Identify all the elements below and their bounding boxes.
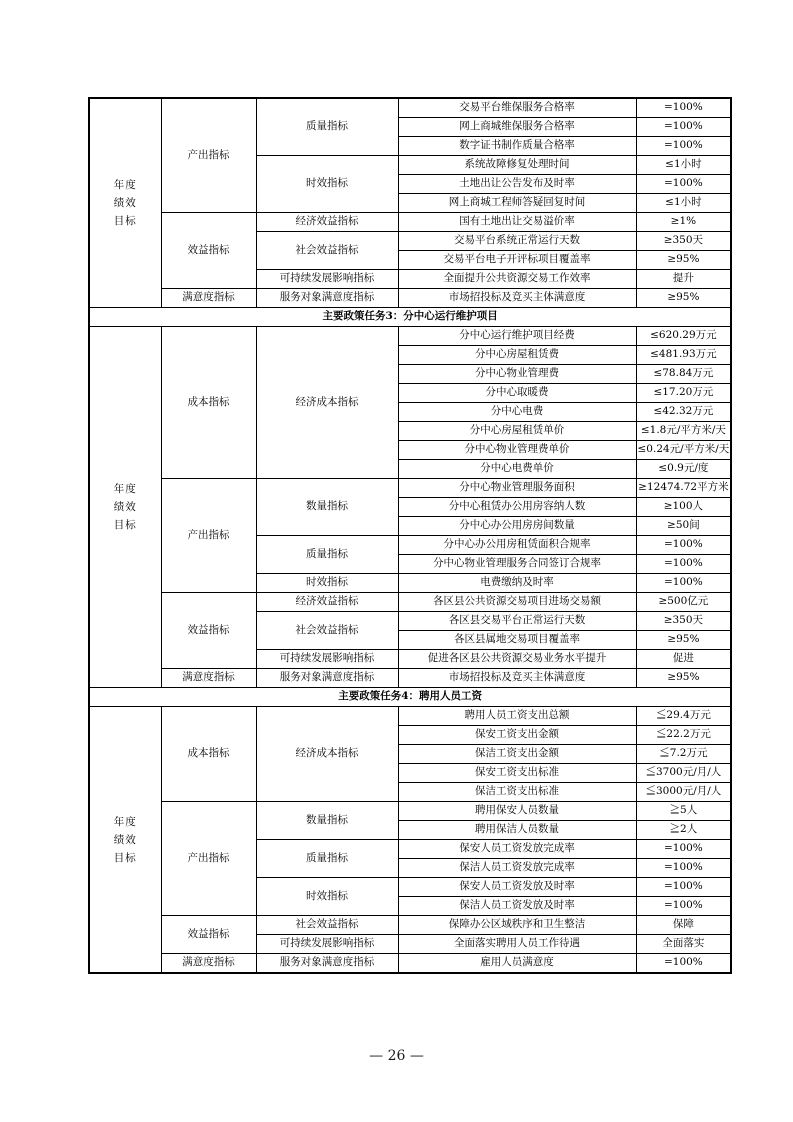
indicator-target-cell: ≥95% <box>636 289 731 308</box>
indicator-target-cell: ≥350天 <box>636 232 731 251</box>
indicator-name-cell: 系统故障修复处理时间 <box>398 156 636 175</box>
indicator-subcategory-cell: 服务对象满意度指标 <box>256 669 398 688</box>
indicator-name-cell: 分中心房屋租赁单价 <box>398 422 636 441</box>
indicator-name-cell: 网上商城维保服务合格率 <box>398 118 636 137</box>
indicator-subcategory-cell: 时效指标 <box>256 574 398 593</box>
indicator-name-cell: 分中心运行维护项目经费 <box>398 327 636 346</box>
indicator-target-cell: ≥500亿元 <box>636 593 731 612</box>
indicator-target-cell: =100% <box>636 954 731 974</box>
annual-goal-header-cell <box>89 327 161 688</box>
indicator-target-cell: =100% <box>636 98 731 118</box>
annual-goal-header-line: 年度 <box>113 483 137 495</box>
indicator-target-cell: ≥1% <box>636 213 731 232</box>
indicator-subcategory-cell: 可持续发展影响指标 <box>256 935 398 954</box>
indicator-subcategory-cell: 可持续发展影响指标 <box>256 270 398 289</box>
indicator-category-cell: 成本指标 <box>161 327 256 479</box>
annual-goal-header-line: 绩效 <box>113 501 137 513</box>
annual-goal-header-cell <box>89 707 161 974</box>
indicator-name-cell: 全面落实聘用人员工作待遇 <box>398 935 636 954</box>
indicator-target-cell: ≤17.20万元 <box>636 384 731 403</box>
indicator-target-cell: ≥100人 <box>636 498 731 517</box>
indicator-name-cell: 分中心办公用房租赁面积合规率 <box>398 536 636 555</box>
annual-goal-header-line: 绩效 <box>113 833 137 846</box>
indicator-name-cell: 分中心电费 <box>398 403 636 422</box>
performance-table-body <box>89 98 731 973</box>
indicator-name-cell: 全面提升公共资源交易工作效率 <box>398 270 636 289</box>
indicator-category-cell: 满意度指标 <box>161 289 256 308</box>
indicator-subcategory-cell: 质量指标 <box>256 840 398 878</box>
indicator-target-cell: ≦3700元/月/人 <box>636 764 731 783</box>
indicator-name-cell: 各区县公共资源交易项目进场交易额 <box>398 593 636 612</box>
indicator-name-cell: 保安人员工资发放完成率 <box>398 840 636 859</box>
indicator-target-cell: ≥350天 <box>636 612 731 631</box>
indicator-target-cell: =100% <box>636 574 731 593</box>
indicator-target-cell: =100% <box>636 897 731 916</box>
indicator-name-cell: 分中心取暖费 <box>398 384 636 403</box>
indicator-category-cell: 产出指标 <box>161 98 256 213</box>
indicator-subcategory-cell: 可持续发展影响指标 <box>256 650 398 669</box>
indicator-target-cell: ≥95% <box>636 251 731 270</box>
indicator-name-cell: 聘用保安人员数量 <box>398 802 636 821</box>
indicator-target-cell: ≥95% <box>636 669 731 688</box>
indicator-name-cell: 网上商城工程师答疑回复时间 <box>398 194 636 213</box>
indicator-name-cell: 各区县属地交易项目覆盖率 <box>398 631 636 650</box>
indicator-target-cell: =100% <box>636 840 731 859</box>
annual-goal-header-line: 绩效 <box>113 197 137 209</box>
indicator-subcategory-cell: 时效指标 <box>256 878 398 916</box>
indicator-category-cell: 产出指标 <box>161 802 256 916</box>
indicator-name-cell: 国有土地出让交易溢价率 <box>398 213 636 232</box>
indicator-target-cell: ≦22.2万元 <box>636 726 731 745</box>
indicator-name-cell: 交易平台维保服务合格率 <box>398 98 636 118</box>
annual-goal-header-line: 年度 <box>113 815 137 828</box>
indicator-name-cell: 保安人员工资发放及时率 <box>398 878 636 897</box>
indicator-target-cell: =100% <box>636 859 731 878</box>
indicator-name-cell: 市场招投标及竞买主体满意度 <box>398 669 636 688</box>
indicator-name-cell: 保安工资支出金额 <box>398 726 636 745</box>
indicator-name-cell: 分中心办公用房房间数量 <box>398 517 636 536</box>
indicator-name-cell: 保安工资支出标准 <box>398 764 636 783</box>
annual-goal-header-line: 目标 <box>113 519 137 531</box>
performance-table <box>88 97 732 974</box>
page-number: — 26 — <box>369 1048 424 1064</box>
indicator-name-cell: 市场招投标及竞买主体满意度 <box>398 289 636 308</box>
indicator-target-cell: ≧2人 <box>636 821 731 840</box>
indicator-target-cell: =100% <box>636 175 731 194</box>
annual-goal-header-line: 目标 <box>113 851 137 864</box>
policy-task-banner: 主要政策任务3：分中心运行维护项目 <box>89 308 731 327</box>
indicator-target-cell: =100% <box>636 118 731 137</box>
indicator-subcategory-cell: 服务对象满意度指标 <box>256 954 398 974</box>
indicator-name-cell: 分中心电费单价 <box>398 460 636 479</box>
indicator-name-cell: 数字证书制作质量合格率 <box>398 137 636 156</box>
indicator-name-cell: 保洁工资支出金额 <box>398 745 636 764</box>
indicator-name-cell: 交易平台系统正常运行天数 <box>398 232 636 251</box>
indicator-target-cell: ≤1.8元/平方米/天 <box>636 422 731 441</box>
annual-goal-header-line: 年度 <box>113 179 137 191</box>
indicator-category-cell: 满意度指标 <box>161 669 256 688</box>
indicator-name-cell: 分中心物业管理费 <box>398 365 636 384</box>
indicator-subcategory-cell: 数量指标 <box>256 479 398 536</box>
indicator-target-cell: =100% <box>636 137 731 156</box>
indicator-category-cell: 满意度指标 <box>161 954 256 974</box>
indicator-category-cell: 产出指标 <box>161 479 256 593</box>
indicator-target-cell: ≥12474.72平方米 <box>636 479 731 498</box>
indicator-subcategory-cell: 质量指标 <box>256 98 398 156</box>
indicator-target-cell: ≥95% <box>636 631 731 650</box>
indicator-name-cell: 保洁人员工资发放完成率 <box>398 859 636 878</box>
indicator-category-cell: 效益指标 <box>161 593 256 669</box>
indicator-subcategory-cell: 社会效益指标 <box>256 612 398 650</box>
indicator-target-cell: =100% <box>636 555 731 574</box>
indicator-target-cell: ≦29.4万元 <box>636 707 731 726</box>
indicator-target-cell: ≤42.32万元 <box>636 403 731 422</box>
indicator-name-cell: 分中心租赁办公用房容纳人数 <box>398 498 636 517</box>
indicator-name-cell: 分中心物业管理费单价 <box>398 441 636 460</box>
indicator-target-cell: =100% <box>636 536 731 555</box>
indicator-subcategory-cell: 经济效益指标 <box>256 213 398 232</box>
indicator-subcategory-cell: 数量指标 <box>256 802 398 840</box>
indicator-name-cell: 保洁工资支出标准 <box>398 783 636 802</box>
indicator-name-cell: 各区县交易平台正常运行天数 <box>398 612 636 631</box>
indicator-name-cell: 分中心房屋租赁费 <box>398 346 636 365</box>
indicator-name-cell: 交易平台电子开评标项目覆盖率 <box>398 251 636 270</box>
indicator-name-cell: 雇用人员满意度 <box>398 954 636 974</box>
indicator-name-cell: 聘用保洁人员数量 <box>398 821 636 840</box>
indicator-target-cell: ≧5人 <box>636 802 731 821</box>
indicator-target-cell: 提升 <box>636 270 731 289</box>
annual-goal-header-cell <box>89 98 161 308</box>
indicator-subcategory-cell: 经济效益指标 <box>256 593 398 612</box>
indicator-name-cell: 土地出让公告发布及时率 <box>398 175 636 194</box>
indicator-target-cell: ≦7.2万元 <box>636 745 731 764</box>
indicator-subcategory-cell: 质量指标 <box>256 536 398 574</box>
indicator-target-cell: ≤0.24元/平方米/天 <box>636 441 731 460</box>
indicator-category-cell: 效益指标 <box>161 213 256 289</box>
indicator-name-cell: 分中心物业管理服务面积 <box>398 479 636 498</box>
indicator-subcategory-cell: 时效指标 <box>256 156 398 213</box>
indicator-name-cell: 电费缴纳及时率 <box>398 574 636 593</box>
indicator-subcategory-cell: 经济成本指标 <box>256 327 398 479</box>
indicator-target-cell: ≥50间 <box>636 517 731 536</box>
indicator-name-cell: 聘用人员工资支出总额 <box>398 707 636 726</box>
indicator-name-cell: 保洁人员工资发放及时率 <box>398 897 636 916</box>
indicator-target-cell: ≤0.9元/度 <box>636 460 731 479</box>
indicator-category-cell: 效益指标 <box>161 916 256 954</box>
indicator-target-cell: 保障 <box>636 916 731 935</box>
indicator-subcategory-cell: 社会效益指标 <box>256 916 398 935</box>
indicator-target-cell: ≦3000元/月/人 <box>636 783 731 802</box>
indicator-name-cell: 促进各区县公共资源交易业务水平提升 <box>398 650 636 669</box>
indicator-subcategory-cell: 社会效益指标 <box>256 232 398 270</box>
indicator-target-cell: ≤1小时 <box>636 194 731 213</box>
indicator-name-cell: 保障办公区域秩序和卫生整洁 <box>398 916 636 935</box>
indicator-subcategory-cell: 服务对象满意度指标 <box>256 289 398 308</box>
indicator-target-cell: ≤78.84万元 <box>636 365 731 384</box>
indicator-target-cell: ≤481.93万元 <box>636 346 731 365</box>
indicator-target-cell: =100% <box>636 878 731 897</box>
indicator-name-cell: 分中心物业管理服务合同签订合规率 <box>398 555 636 574</box>
annual-goal-header-line: 目标 <box>113 215 137 227</box>
indicator-target-cell: 促进 <box>636 650 731 669</box>
indicator-target-cell: 全面落实 <box>636 935 731 954</box>
indicator-subcategory-cell: 经济成本指标 <box>256 707 398 802</box>
indicator-target-cell: ≤1小时 <box>636 156 731 175</box>
indicator-category-cell: 成本指标 <box>161 707 256 802</box>
indicator-target-cell: ≤620.29万元 <box>636 327 731 346</box>
policy-task-banner: 主要政策任务4：聘用人员工资 <box>89 688 731 707</box>
